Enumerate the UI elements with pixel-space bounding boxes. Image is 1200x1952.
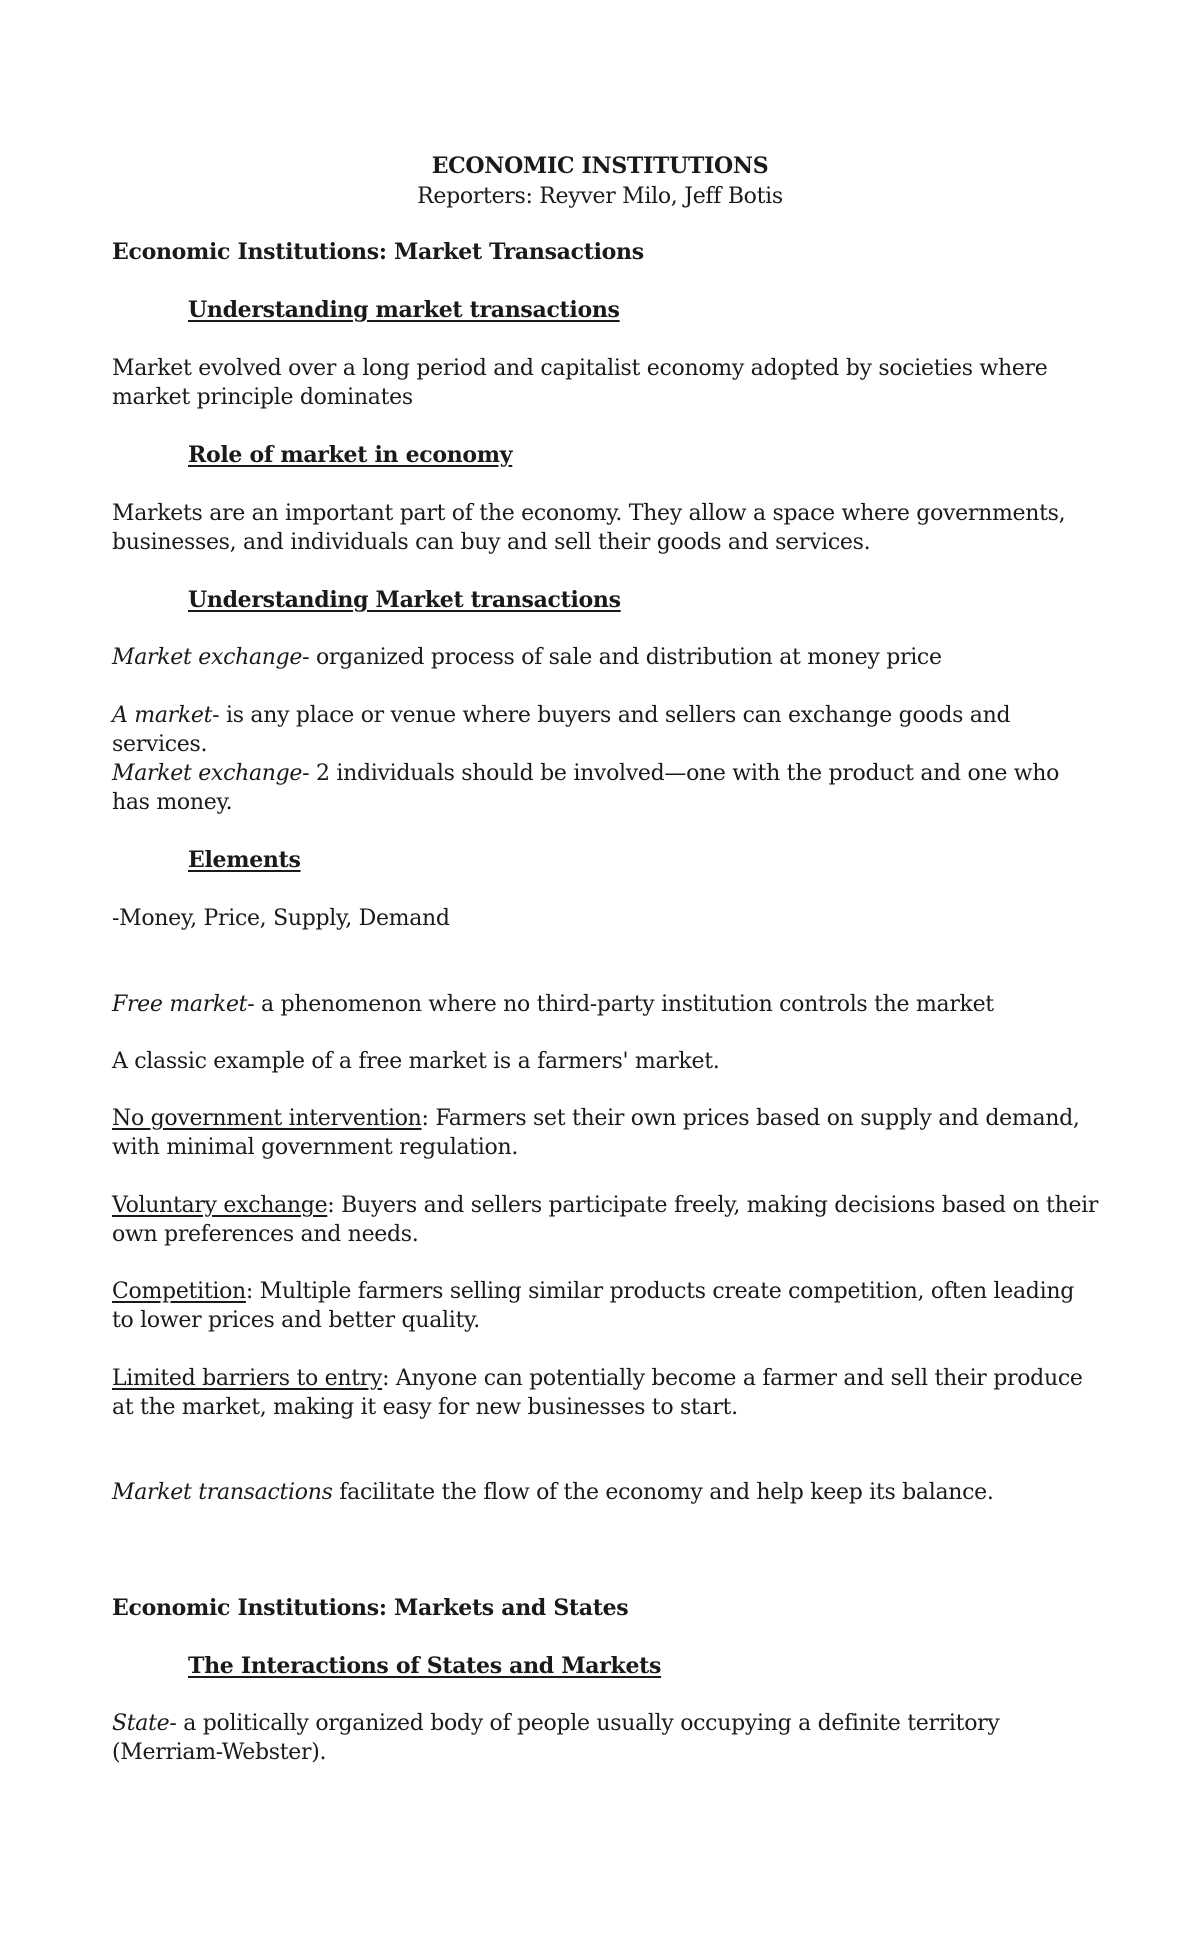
subheading-elements: Elements	[188, 847, 301, 873]
definition-a-market	[112, 701, 1102, 759]
paragraph-closing-market-transactions	[112, 1478, 1102, 1507]
point-text: : Multiple farmers selling similar products create competition, often leading to lower prices and better quality.	[112, 1279, 1074, 1333]
point-text: : Anyone can potentially become a farmer and sell their produce at the market, making it easy for new businesses to start.	[112, 1366, 1083, 1420]
paragraph-role-of-market: Markets are an important part of the economy. They allow a space where governments, businesses, and individuals can buy and sell their goods and services.	[112, 501, 1066, 555]
subheading-understanding-market-transactions-2: Understanding Market transactions	[188, 587, 621, 613]
definition-term: A market	[112, 703, 213, 728]
point-term: Limited barriers to entry	[112, 1366, 383, 1391]
point-voluntary-exchange	[112, 1191, 1102, 1249]
definition-market-exchange-1	[112, 643, 1102, 672]
definition-state	[112, 1709, 1102, 1767]
subheading-interactions-states-markets: The Interactions of States and Markets	[188, 1653, 662, 1679]
paragraph-market-evolution: Market evolved over a long period and capitalist economy adopted by societies where market principle dominates	[112, 356, 1048, 410]
section-heading-markets-and-states: Economic Institutions: Markets and States	[112, 1595, 629, 1621]
section-heading-market-transactions: Economic Institutions: Market Transactions	[112, 239, 644, 265]
point-term: Competition	[112, 1279, 246, 1304]
definition-free-market	[112, 990, 1102, 1019]
point-term: No government intervention	[112, 1106, 422, 1131]
definition-text: - a phenomenon where no third-party institution controls the market	[247, 992, 994, 1017]
closing-text: facilitate the flow of the economy and help keep its balance.	[332, 1480, 994, 1505]
point-text: : Buyers and sellers participate freely, making decisions based on their own preferences and needs.	[112, 1193, 1099, 1247]
point-competition	[112, 1277, 1102, 1335]
closing-term: Market transactions	[112, 1480, 333, 1505]
subheading-role-of-market: Role of market in economy	[188, 442, 513, 468]
point-limited-barriers	[112, 1364, 1102, 1422]
point-text: : Farmers set their own prices based on supply and demand, with minimal government regulation.	[112, 1106, 1080, 1160]
subheading-understanding-market-transactions: Understanding market transactions	[188, 297, 620, 323]
reporters-line: Reporters: Reyver Milo, Jeff Botis	[417, 184, 783, 209]
paragraph-farmers-market-example: A classic example of a free market is a farmers' market.	[112, 1049, 720, 1074]
definition-term: Market exchange	[112, 761, 303, 786]
definition-text: - is any place or venue where buyers and sellers can exchange goods and services.	[112, 703, 1011, 757]
definition-text: - organized process of sale and distribution at money price	[302, 645, 942, 670]
document-title: ECONOMIC INSTITUTIONS	[431, 153, 769, 179]
definition-term: State	[112, 1711, 170, 1736]
point-no-government-intervention	[112, 1104, 1102, 1162]
elements-list: -Money, Price, Supply, Demand	[112, 906, 450, 931]
definition-text: - a politically organized body of people usually occupying a definite territory (Merriam-Webster).	[112, 1711, 1000, 1765]
definition-text: - 2 individuals should be involved—one with the product and one who has money.	[112, 761, 1060, 815]
definition-term: Free market	[112, 992, 248, 1017]
point-term: Voluntary exchange	[112, 1193, 328, 1218]
definition-term: Market exchange	[112, 645, 303, 670]
definition-market-exchange-2	[112, 759, 1102, 817]
